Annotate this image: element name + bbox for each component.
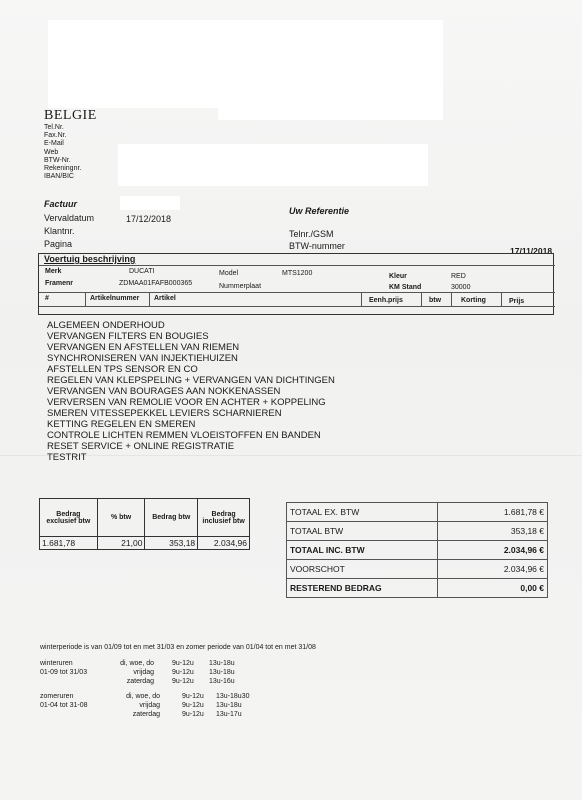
- list-item: VERVANGEN EN AFSTELLEN VAN RIEMEN: [47, 342, 240, 353]
- winter-morning: 9u-12u: [172, 668, 194, 676]
- summer-title: zomeruren: [40, 693, 74, 700]
- total-value: 0,00 €: [438, 579, 548, 598]
- summer-days: di, woe, do: [126, 693, 160, 700]
- period-note: winterperiode is van 01/09 tot en met 31/03 en zomer periode van 01/04 tot en met 31/08: [40, 644, 316, 651]
- merk-label: Merk: [45, 268, 62, 275]
- summer-hours-afternoon: [216, 693, 249, 719]
- total-label: RESTEREND BEDRAG: [287, 579, 438, 598]
- table-row: [287, 579, 548, 598]
- col-prijs: Prijs: [509, 298, 525, 305]
- header-bedrag-btw: Bedrag btw: [145, 499, 198, 537]
- col-artikelnummer: Artikelnummer: [90, 295, 140, 302]
- vehicle-divider: [39, 306, 555, 307]
- table-row: [287, 560, 548, 579]
- factuur-label: Factuur: [44, 199, 78, 209]
- vehicle-divider: [39, 265, 555, 266]
- klantnr-label: Klantnr.: [44, 226, 75, 236]
- redacted-customer-name: [120, 196, 180, 210]
- total-value: 1.681,78 €: [438, 503, 548, 522]
- list-item: VERVANGEN FILTERS EN BOUGIES: [47, 331, 209, 342]
- summer-morning: 9u-12u: [182, 701, 204, 709]
- column-separator: [451, 292, 452, 306]
- summer-range: 01-04 tot 31-08: [40, 701, 88, 709]
- contact-labels: [44, 124, 81, 181]
- column-separator: [361, 292, 362, 306]
- telnr-label: Telnr./GSM: [289, 229, 334, 239]
- header-pct-btw: % btw: [97, 499, 145, 537]
- summer-afternoon: 13u-18u30: [216, 693, 250, 700]
- btw-label: BTW-Nr.: [44, 156, 71, 164]
- total-label: TOTAAL BTW: [287, 522, 438, 541]
- table-row: [287, 541, 548, 560]
- winter-afternoon: 13u-18u: [209, 660, 235, 667]
- col-hash: #: [45, 295, 49, 302]
- winter-afternoon: 13u-18u: [209, 668, 235, 676]
- summer-days: vrijdag: [139, 701, 160, 709]
- list-item: KETTING REGELEN EN SMEREN: [47, 419, 196, 430]
- vervaldatum-label: Vervaldatum: [44, 213, 95, 223]
- list-item: VERVERSEN VAN REMOLIE VOOR EN ACHTER + KOPPELING: [47, 397, 326, 408]
- summer-morning: 9u-12u: [182, 710, 204, 718]
- model-value: MTS1200: [282, 270, 313, 277]
- summer-hours-days: [120, 693, 160, 719]
- table-row: [287, 522, 548, 541]
- vehicle-description-box: [38, 253, 554, 315]
- list-item: RESET SERVICE + ONLINE REGISTRATIE: [47, 441, 235, 452]
- vat-breakdown-table: [39, 498, 250, 550]
- column-separator: [85, 292, 86, 306]
- winter-hours-morning: [172, 660, 194, 686]
- winter-afternoon: 13u-16u: [209, 677, 235, 685]
- table-header-row: [40, 499, 250, 537]
- cell-bedrag-btw: 353,18: [145, 537, 198, 550]
- vehicle-divider: [39, 292, 555, 293]
- winter-hours-days: [118, 660, 154, 686]
- cell-pct-btw: 21,00: [97, 537, 145, 550]
- winter-hours-afternoon: [209, 660, 235, 686]
- winter-days: di, woe, do: [120, 660, 154, 667]
- col-korting: Korting: [461, 297, 486, 304]
- country-heading: BELGIE: [44, 108, 97, 123]
- btwnummer-label: BTW-nummer: [289, 241, 345, 251]
- list-item: CONTROLE LICHTEN REMMEN VLOEISTOFFEN EN BANDEN: [47, 430, 321, 441]
- framenr-label: Framenr: [45, 280, 74, 287]
- winter-title: winteruren: [40, 660, 73, 667]
- total-label: VOORSCHOT: [287, 560, 438, 579]
- vehicle-title: Voertuig beschrijving: [44, 254, 136, 264]
- total-value: 2.034,96 €: [438, 541, 548, 560]
- totals-table: [286, 502, 548, 598]
- list-item: SYNCHRONISEREN VAN INJEKTIEHUIZEN: [47, 353, 238, 364]
- nummerplaat-label: Nummerplaat: [219, 283, 262, 290]
- column-separator: [501, 292, 502, 306]
- list-item: ALGEMEEN ONDERHOUD: [47, 320, 165, 331]
- winter-morning: 9u-12u: [172, 677, 194, 685]
- list-item: VERVANGEN VAN BOURAGES AAN NOKKENASSEN: [47, 386, 281, 397]
- table-row: [287, 503, 548, 522]
- header-bedrag-incl: Bedrag inclusief btw: [198, 499, 250, 537]
- winter-days: vrijdag: [133, 668, 154, 676]
- summer-afternoon: 13u-17u: [216, 710, 242, 718]
- framenr-value: ZDMAA01FAFB000365: [119, 280, 193, 287]
- model-label: Model: [219, 270, 239, 277]
- email-label: E-Mail: [44, 140, 64, 148]
- pagina-label: Pagina: [44, 239, 73, 249]
- redacted-company-logo: [48, 20, 218, 108]
- redacted-contact-details: [118, 144, 428, 186]
- rekening-label: Rekeningnr.: [44, 164, 82, 172]
- invoice-date: 17/11/2018: [510, 246, 553, 256]
- uw-referentie-label: Uw Referentie: [289, 206, 350, 216]
- col-artikel: Artikel: [154, 295, 176, 302]
- iban-label: IBAN/BIC: [44, 173, 74, 181]
- list-item: TESTRIT: [47, 452, 87, 463]
- list-item: AFSTELLEN TPS SENSOR EN CO: [47, 364, 198, 375]
- winter-range: 01-09 tot 31/03: [40, 668, 88, 676]
- vervaldatum-value: 17/12/2018: [126, 214, 172, 224]
- kmstand-value: 30000: [451, 284, 471, 291]
- summer-hours-morning: [182, 693, 204, 719]
- col-btw: btw: [429, 297, 442, 304]
- total-value: 2.034,96 €: [438, 560, 548, 579]
- winter-hours-title: [40, 660, 87, 678]
- kleur-value: RED: [451, 273, 466, 280]
- cell-bedrag-excl: 1.681,78: [40, 537, 98, 550]
- kleur-label: Kleur: [389, 273, 407, 280]
- list-item: SMEREN VITESSEPEKKEL LEVIERS SCHARNIEREN: [47, 408, 282, 419]
- list-item: REGELEN VAN KLEPSPELING + VERVANGEN VAN DICHTINGEN: [47, 375, 335, 386]
- service-list: [47, 320, 335, 463]
- total-value: 353,18 €: [438, 522, 548, 541]
- kmstand-label: KM Stand: [389, 284, 422, 291]
- summer-hours-title: [40, 693, 87, 711]
- winter-days: zaterdag: [126, 677, 154, 685]
- column-separator: [149, 292, 150, 306]
- col-eenh-prijs: Eenh.prijs: [369, 297, 403, 304]
- summer-morning: 9u-12u: [182, 693, 204, 700]
- redacted-company-name: [218, 20, 443, 120]
- total-label: TOTAAL EX. BTW: [287, 503, 438, 522]
- total-label: TOTAAL INC. BTW: [287, 541, 438, 560]
- web-label: Web: [44, 148, 59, 156]
- fax-label: Fax.Nr.: [44, 132, 67, 140]
- cell-bedrag-incl: 2.034,96: [198, 537, 250, 550]
- column-separator: [421, 292, 422, 306]
- table-row: [40, 537, 250, 550]
- summer-days: zaterdag: [132, 710, 160, 718]
- header-bedrag-excl: Bedrag exclusief btw: [40, 499, 98, 537]
- winter-morning: 9u-12u: [172, 660, 194, 667]
- summer-afternoon: 13u-18u: [216, 701, 242, 709]
- tel-label: Tel.Nr.: [44, 124, 64, 131]
- merk-value: DUCATI: [129, 268, 155, 275]
